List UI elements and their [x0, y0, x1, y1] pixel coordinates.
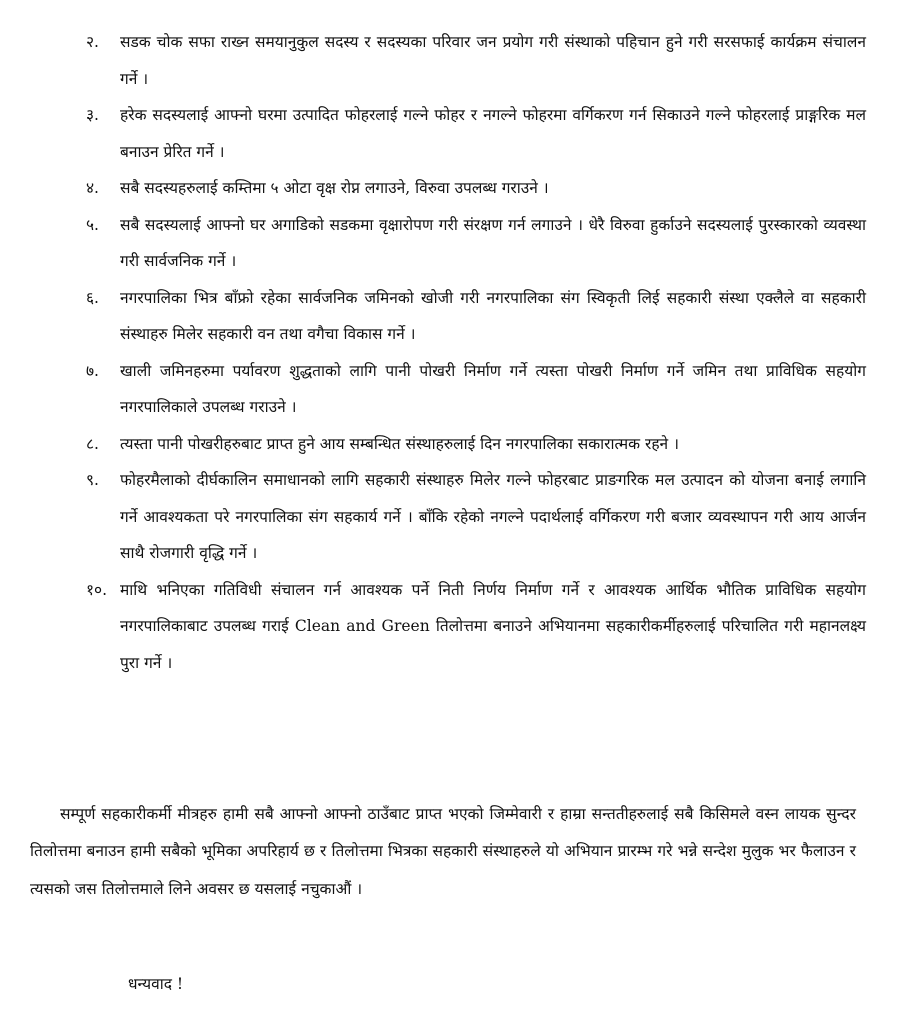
list-item-2 — [86, 24, 866, 97]
thanks-text: धन्यवाद ! — [128, 975, 184, 993]
list-item-7 — [86, 353, 866, 426]
list-item-9 — [86, 462, 866, 572]
list-item-text: फोहरमैलाको दीर्घकालिन समाधानको लागि सहकारी संस्थाहरु मिलेर गल्ने फोहरबाट प्राङगरिक मल उत्पादन को योजना बनाई लगानि गर्ने आवश्यकता परे नगरपालिका संग सहकार्य गर्ने । बाँकि रहेको नगल्ने पदार्थलाई वर्गिकरण गरी बजार व्यवस्थापन गरी आय आर्जन साथै रोजगारी वृद्धि गर्ने । — [120, 471, 866, 562]
closing-paragraph: सम्पूर्ण सहकारीकर्मी मीत्रहरु हामी सबै आफ्नो आफ्नो ठाउँबाट प्राप्त भएको जिम्मेवारी र हाम्रा सन्ततीहरुलाई सबै किसिमले वस्न लायक सुन्दर तिलोत्तमा बनाउन हामी सबैको भूमिका अपरिहार्य छ र तिलोत्तमा भित्रका सहकारी संस्थाहरुले यो अभियान प्रारम्भ गरे भन्ने सन्देश मुलुक भर फैलाउन र त्यसको जस तिलोत्तमाले लिने अवसर छ यसलाई नचुकाऔं । — [30, 804, 856, 898]
list-item-text: सबै सदस्यहरुलाई कम्तिमा ५ ओटा वृक्ष रोप्न लगाउने, विरुवा उपलब्ध गराउने । — [120, 179, 549, 197]
list-item-number: २. — [86, 33, 99, 51]
list-item-text: खाली जमिनहरुमा पर्यावरण शुद्धताको लागि पानी पोखरी निर्माण गर्ने त्यस्ता पोखरी निर्माण गर्ने जमिन तथा प्राविधिक सहयोग नगरपालिकाले उपलब्ध गराउने । — [120, 361, 866, 416]
list-item-10 — [86, 572, 866, 682]
list-item-8 — [86, 426, 866, 463]
list-item-number: ७. — [86, 361, 99, 380]
list-item-number: ८. — [86, 434, 99, 453]
list-item-text: त्यस्ता पानी पोखरीहरुबाट प्राप्त हुने आय सम्बन्धित संस्थाहरुलाई दिन नगरपालिका सकारात्मक रहने । — [120, 434, 679, 453]
list-item-text: नगरपालिका भित्र बाँफ्रो रहेका सार्वजनिक जमिनको खोजी गरी नगरपालिका संग स्विकृती लिई सहकारी संस्था एक्लैले वा सहकारी संस्थाहरु मिलेर सहकारी वन तथा वगैचा विकास गर्ने । — [120, 288, 866, 343]
list-item-number: ९. — [86, 471, 99, 489]
list-item-text: माथि भनिएका गतिविधी संचालन गर्न आवश्यक पर्ने निती निर्णय निर्माण गर्ने र आवश्यक आर्थिक भौतिक प्राविधिक सहयोग नगरपालिकाबाट उपलब्ध गराई Clean and Green तिलोत्तमा बनाउने अभियानमा सहकारीकर्मीहरुलाई परिचालित गरी महानलक्ष्य पुरा गर्ने । — [120, 580, 866, 672]
action-list — [86, 24, 866, 681]
list-item-6 — [86, 280, 866, 353]
list-item-text: हरेक सदस्यलाई आफ्नो घरमा उत्पादित फोहरलाई गल्ने फोहर र नगल्ने फोहरमा वर्गिकरण गर्न सिकाउने गल्ने फोहरलाई प्राङ्गरिक मल बनाउन प्रेरित गर्ने । — [120, 106, 866, 161]
list-item-3 — [86, 97, 866, 170]
list-item-number: ६. — [86, 288, 99, 307]
list-item-text: सबै सदस्यलाई आफ्नो घर अगाडिको सडकमा वृक्षारोपण गरी संरक्षण गर्न लगाउने । धेरै विरुवा हुर्काउने सदस्यलाई पुरस्कारको व्यवस्था गरी सार्वजनिक गर्ने । — [120, 215, 866, 270]
list-item-text: सडक चोक सफा राख्न समयानुकुल सदस्य र सदस्यका परिवार जन प्रयोग गरी संस्थाको पहिचान हुने गरी सरसफाई कार्यक्रम संचालन गर्ने । — [120, 33, 866, 88]
list-item-4 — [86, 170, 866, 207]
list-item-number: ५. — [86, 215, 99, 234]
list-item-5 — [86, 207, 866, 280]
list-item-number: १०. — [86, 580, 108, 599]
list-item-number: ४. — [86, 179, 99, 197]
list-item-number: ३. — [86, 106, 99, 124]
